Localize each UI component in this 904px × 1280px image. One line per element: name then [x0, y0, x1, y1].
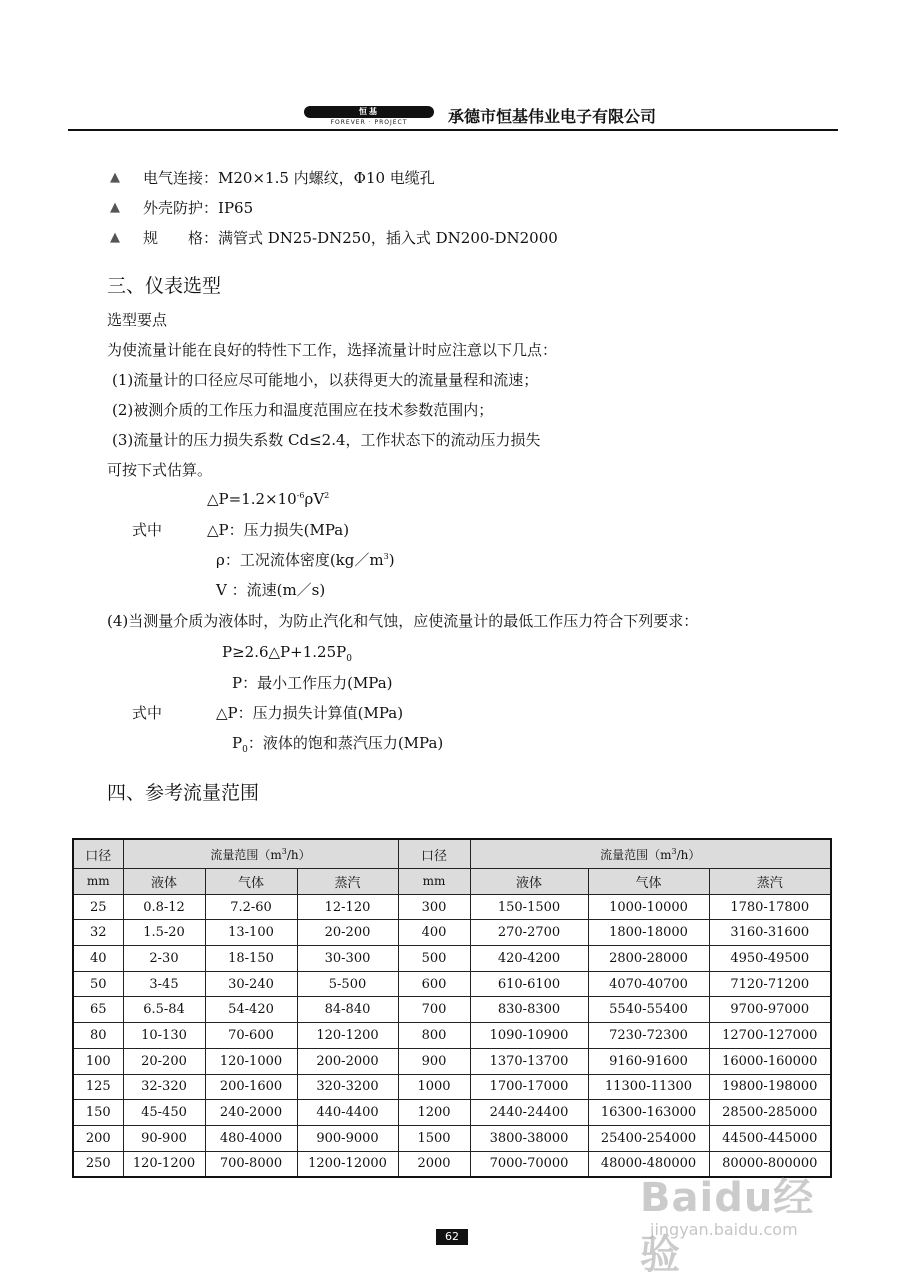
- cell: 240-2000: [205, 1100, 297, 1126]
- cell: 12-120: [297, 894, 398, 920]
- cell: 1000-10000: [588, 894, 709, 920]
- point-3: (3)流量计的压力损失系数 Cd≤2.4，工作状态下的流动压力损失: [112, 431, 541, 449]
- cell: 320-3200: [297, 1074, 398, 1100]
- header-bore: 口径: [398, 839, 470, 869]
- cell: 300: [398, 894, 470, 920]
- formula-part: P≥2.6△P+1.25P: [222, 643, 347, 661]
- cell: 30-300: [297, 946, 398, 972]
- def-part: ρ：工况流体密度(kg／m: [216, 551, 384, 569]
- def-delta-p: △P：压力损失(MPa): [207, 521, 350, 539]
- cell: 1780-17800: [709, 894, 831, 920]
- def-part: P: [232, 734, 243, 752]
- header-steam: 蒸汽: [297, 869, 398, 895]
- cell: 30-240: [205, 971, 297, 997]
- table-row: [73, 971, 831, 997]
- point-2: (2)被测介质的工作压力和温度范围应在技术参数范围内；: [112, 401, 494, 419]
- cell: 2440-24400: [470, 1100, 588, 1126]
- logo-subtitle: FOREVER · PROJECT: [330, 119, 408, 126]
- cell: 3800-38000: [470, 1125, 588, 1151]
- section-4-title: 四、参考流量范围: [107, 782, 260, 804]
- header-gas: 气体: [205, 869, 297, 895]
- section-3-intro: 为使流量计能在良好的特性下工作，选择流量计时应注意以下几点：: [107, 341, 558, 359]
- watermark-url: jingyan.baidu.com: [650, 1220, 798, 1239]
- header-flow-range: [123, 839, 398, 869]
- cell: 2800-28000: [588, 946, 709, 972]
- cell: 1000: [398, 1074, 470, 1100]
- cell: 1700-17000: [470, 1074, 588, 1100]
- watermark-text: Baidu经验: [640, 1175, 815, 1278]
- page-number: 62: [436, 1229, 468, 1245]
- cell: 4070-40700: [588, 971, 709, 997]
- table-row: [73, 1100, 831, 1126]
- page-header: [68, 100, 836, 132]
- cell: 120-1200: [123, 1151, 205, 1177]
- cell: 13-100: [205, 920, 297, 946]
- cell: 7000-70000: [470, 1151, 588, 1177]
- def-exponent: 3: [383, 552, 389, 561]
- cell: 20-200: [297, 920, 398, 946]
- table-row: [73, 997, 831, 1023]
- cell: 1800-18000: [588, 920, 709, 946]
- header-part: /h）: [286, 847, 311, 862]
- header-exponent: 3: [671, 846, 677, 856]
- cell: 250: [73, 1151, 123, 1177]
- cell: 9700-97000: [709, 997, 831, 1023]
- cell: 80000-800000: [709, 1151, 831, 1177]
- cell: 1.5-20: [123, 920, 205, 946]
- cell: 44500-445000: [709, 1125, 831, 1151]
- header-unit: mm: [73, 869, 123, 895]
- triangle-bullet-icon: ▲: [110, 230, 120, 245]
- cell: 100: [73, 1048, 123, 1074]
- cell: 1090-10900: [470, 1023, 588, 1049]
- spec-label: 规 格：: [143, 229, 219, 247]
- def-saturated-pressure: [232, 733, 443, 753]
- cell: 120-1000: [205, 1048, 297, 1074]
- table-row: [73, 894, 831, 920]
- cell: 1200: [398, 1100, 470, 1126]
- formula-exponent: 2: [324, 491, 330, 500]
- spec-value: 满管式 DN25-DN250，插入式 DN200-DN2000: [218, 229, 558, 247]
- cell: 270-2700: [470, 920, 588, 946]
- formula-pressure-loss: [207, 489, 329, 509]
- cell: 12700-127000: [709, 1023, 831, 1049]
- company-logo: [304, 106, 434, 128]
- formula-part: △P=1.2×10: [207, 490, 297, 508]
- flow-range-table: [72, 838, 832, 1178]
- cell: 3160-31600: [709, 920, 831, 946]
- cell: 7230-72300: [588, 1023, 709, 1049]
- cell: 200-2000: [297, 1048, 398, 1074]
- cell: 19800-198000: [709, 1074, 831, 1100]
- cell: 2000: [398, 1151, 470, 1177]
- cell: 40: [73, 946, 123, 972]
- point-4: (4)当测量介质为液体时，为防止汽化和气蚀，应使流量计的最低工作压力符合下列要求：: [107, 612, 699, 630]
- cell: 11300-11300: [588, 1074, 709, 1100]
- spec-value: IP65: [218, 199, 254, 217]
- def-subscript: 0: [242, 745, 248, 755]
- def-density: [216, 550, 395, 570]
- cell: 25400-254000: [588, 1125, 709, 1151]
- cell: 54-420: [205, 997, 297, 1023]
- cell: 1370-13700: [470, 1048, 588, 1074]
- triangle-bullet-icon: ▲: [110, 200, 120, 215]
- table-row: [73, 1074, 831, 1100]
- def-part: ): [388, 551, 395, 569]
- cell: 0.8-12: [123, 894, 205, 920]
- header-gas: 气体: [588, 869, 709, 895]
- formula-subscript: 0: [346, 654, 352, 664]
- def-velocity: V ：流速(m／s): [216, 581, 326, 599]
- table-row: [73, 1125, 831, 1151]
- cell: 25: [73, 894, 123, 920]
- header-liquid: 液体: [470, 869, 588, 895]
- spec-value: M20×1.5 内螺纹，Φ10 电缆孔: [218, 169, 435, 187]
- cell: 900-9000: [297, 1125, 398, 1151]
- cell: 2-30: [123, 946, 205, 972]
- baidu-watermark: [640, 1166, 850, 1278]
- cell: 50: [73, 971, 123, 997]
- header-part: 流量范围（m: [210, 847, 282, 862]
- cell: 10-130: [123, 1023, 205, 1049]
- cell: 70-600: [205, 1023, 297, 1049]
- cell: 16000-160000: [709, 1048, 831, 1074]
- header-flow-range: [470, 839, 831, 869]
- header-unit: mm: [398, 869, 470, 895]
- where-label: 式中: [132, 521, 163, 539]
- cell: 150-1500: [470, 894, 588, 920]
- cell: 120-1200: [297, 1023, 398, 1049]
- point-1: (1)流量计的口径应尽可能地小，以获得更大的流量量程和流速；: [112, 371, 539, 389]
- cell: 16300-163000: [588, 1100, 709, 1126]
- cell: 28500-285000: [709, 1100, 831, 1126]
- cell: 900: [398, 1048, 470, 1074]
- point-3-cont: 可按下式估算。: [107, 461, 213, 479]
- header-bore: 口径: [73, 839, 123, 869]
- spec-label: 电气连接：: [143, 169, 219, 187]
- cell: 45-450: [123, 1100, 205, 1126]
- cell: 440-4400: [297, 1100, 398, 1126]
- header-exponent: 3: [281, 846, 287, 856]
- cell: 700-8000: [205, 1151, 297, 1177]
- table-row: [73, 946, 831, 972]
- cell: 800: [398, 1023, 470, 1049]
- cell: 5-500: [297, 971, 398, 997]
- section-3-title: 三、仪表选型: [107, 275, 222, 297]
- header-part: /h）: [676, 847, 701, 862]
- cell: 500: [398, 946, 470, 972]
- cell: 6.5-84: [123, 997, 205, 1023]
- cell: 200: [73, 1125, 123, 1151]
- formula-exponent: -6: [296, 491, 305, 500]
- cell: 90-900: [123, 1125, 205, 1151]
- cell: 200-1600: [205, 1074, 297, 1100]
- table-row: [73, 1023, 831, 1049]
- cell: 830-8300: [470, 997, 588, 1023]
- cell: 32-320: [123, 1074, 205, 1100]
- header-divider: [68, 129, 838, 131]
- where-label-2: 式中: [132, 704, 163, 722]
- cell: 600: [398, 971, 470, 997]
- cell: 7120-71200: [709, 971, 831, 997]
- table-row: [73, 1048, 831, 1074]
- cell: 20-200: [123, 1048, 205, 1074]
- triangle-bullet-icon: ▲: [110, 170, 120, 185]
- header-part: 流量范围（m: [600, 847, 672, 862]
- spec-label: 外壳防护：: [143, 199, 219, 217]
- cell: 610-6100: [470, 971, 588, 997]
- cell: 32: [73, 920, 123, 946]
- cell: 480-4000: [205, 1125, 297, 1151]
- formula-min-pressure: [222, 642, 352, 662]
- def-delta-p-calc: △P：压力损失计算值(MPa): [216, 704, 404, 722]
- cell: 700: [398, 997, 470, 1023]
- header-liquid: 液体: [123, 869, 205, 895]
- cell: 65: [73, 997, 123, 1023]
- cell: 80: [73, 1023, 123, 1049]
- company-name: 承德市恒基伟业电子有限公司: [448, 107, 657, 126]
- cell: 48000-480000: [588, 1151, 709, 1177]
- table-row: [73, 920, 831, 946]
- cell: 150: [73, 1100, 123, 1126]
- spec-protection: [143, 198, 253, 218]
- cell: 9160-91600: [588, 1048, 709, 1074]
- cell: 7.2-60: [205, 894, 297, 920]
- cell: 1200-12000: [297, 1151, 398, 1177]
- section-3-subtitle: 选型要点: [107, 311, 168, 329]
- spec-electrical: [143, 168, 435, 188]
- cell: 3-45: [123, 971, 205, 997]
- spec-size: [143, 228, 558, 248]
- header-steam: 蒸汽: [709, 869, 831, 895]
- cell: 400: [398, 920, 470, 946]
- cell: 420-4200: [470, 946, 588, 972]
- cell: 1500: [398, 1125, 470, 1151]
- cell: 84-840: [297, 997, 398, 1023]
- table-subheader-row: [73, 869, 831, 895]
- def-min-pressure: P：最小工作压力(MPa): [232, 674, 393, 692]
- def-part: ：液体的饱和蒸汽压力(MPa): [247, 734, 444, 752]
- cell: 4950-49500: [709, 946, 831, 972]
- table-header-row: [73, 839, 831, 869]
- cell: 5540-55400: [588, 997, 709, 1023]
- formula-part: ρV: [304, 490, 325, 508]
- cell: 18-150: [205, 946, 297, 972]
- cell: 125: [73, 1074, 123, 1100]
- logo-mark: 恒基: [304, 106, 434, 118]
